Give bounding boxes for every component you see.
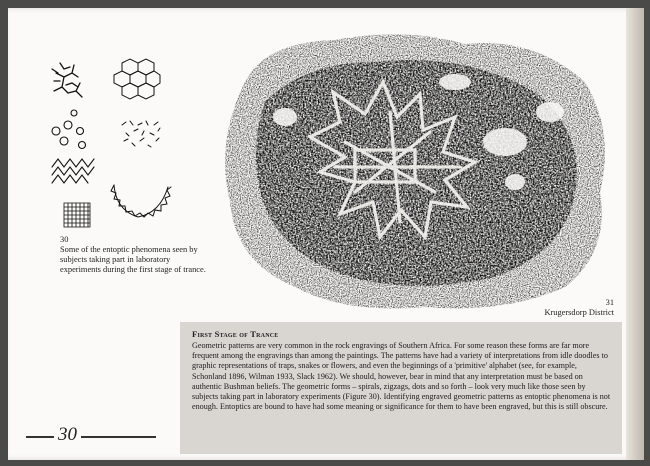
entoptic-figures (46, 55, 176, 235)
circles-pattern-figure (52, 110, 86, 149)
page-number: 30 (54, 424, 81, 446)
meander-pattern-figure (111, 185, 171, 217)
grid-pattern-figure (64, 203, 90, 227)
lattice-pattern-figure (114, 59, 160, 99)
dashes-pattern-figure (122, 121, 160, 147)
figure-31-caption (544, 298, 614, 318)
figure-31-caption-text: Krugersdorp District (544, 308, 614, 317)
branching-pattern-figure (52, 63, 82, 97)
book-gutter (626, 8, 644, 460)
rock-engraving-image (205, 22, 620, 317)
zigzag-pattern-figure (52, 159, 94, 183)
figure-30-caption-text: Some of the entoptic phenomena seen by subjects taking part in laboratory experiments during the first stage of trance. (60, 245, 206, 274)
section-text-box (180, 322, 622, 454)
section-title: First Stage of Trance (192, 329, 279, 339)
page-number-rule (26, 436, 156, 438)
figure-31-number: 31 (605, 298, 614, 307)
section-body: Geometric patterns are very common in the rock engravings of Southern Africa. For some reason these forms are far more frequent among the engravings than among the paintings. The patterns have had a variety of interpretations from idle doodles to graphic representations of traps, snakes or flowers, and even the beginnings of a 'primitive' alphabet (see, for example, Schonland 1896, Wilman 1933, Slack 1962). We should, however, bear in mind that any interpretation must be based on authentic Bushman beliefs. The geometric forms – spirals, zigzags, dots and so forth – look very much like those seen by subjects taking part in laboratory experiments (Figure 30). Identifying engraved geometric patterns as entoptic phenomena is not enough. Entoptics are bound to have had some meaning or significance for them to have been engraved, but this is still obscure. (192, 341, 611, 412)
figure-30-caption (60, 235, 210, 275)
figure-30-number: 30 (60, 235, 69, 244)
